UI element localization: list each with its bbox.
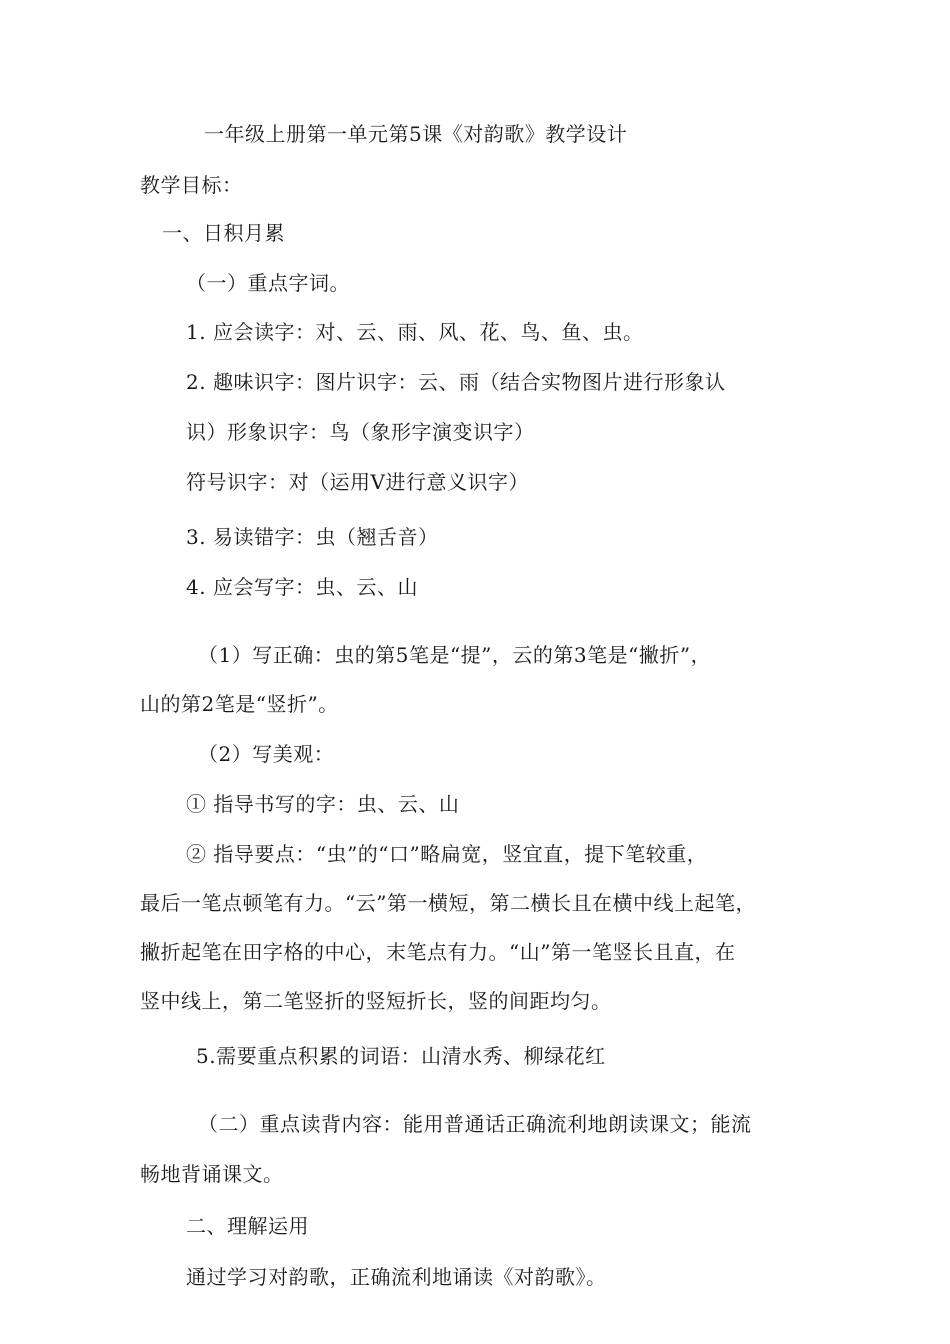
section-heading-objectives: 教学目标： xyxy=(140,173,243,197)
paragraph-write-correct-cont: 山的第2笔是“竖折”。 xyxy=(140,692,339,716)
point-2-cont-3: 竖中线上，第二笔竖折的竖短折长，竖的间距均匀。 xyxy=(140,989,612,1013)
paragraph-write-beautiful: （2）写美观： xyxy=(198,742,335,766)
list-item-4: 4. 应会写字：虫、云、山 xyxy=(186,575,418,599)
section-2-paragraph: 通过学习对韵歌，正确流利地诵读《对韵歌》。 xyxy=(186,1265,607,1289)
subsection-heading-1-1: （一）重点字词。 xyxy=(186,271,350,295)
list-item-2-symbol: 符号识字：对（运用Ⅴ进行意义识字） xyxy=(186,470,529,494)
point-1: ① 指导书写的字：虫、云、山 xyxy=(186,792,460,816)
point-2-cont-1: 最后一笔点顿笔有力。“云”第一横短，第二横长且在横中线上起笔， xyxy=(140,891,756,915)
point-2: ② 指导要点：“虫”的“口”略扁宽，竖宜直，提下笔较重， xyxy=(186,842,708,866)
section-heading-2: 二、理解运用 xyxy=(186,1214,309,1238)
list-item-1: 1. 应会读字：对、云、雨、风、花、鸟、鱼、虫。 xyxy=(186,320,644,344)
list-item-5: 5.需要重点积累的词语：山清水秀、柳绿花红 xyxy=(196,1044,606,1068)
subsection-heading-1-2-cont: 畅地背诵课文。 xyxy=(140,1162,284,1186)
list-item-2-cont: 识）形象识字：鸟（象形字演变识字） xyxy=(186,420,535,444)
list-item-3: 3. 易读错字：虫（翘舌音） xyxy=(186,525,439,549)
paragraph-write-correct: （1）写正确：虫的第5笔是“提”，云的第3笔是“撇折”， xyxy=(198,643,712,667)
section-heading-1: 一、日积月累 xyxy=(162,221,285,245)
point-2-cont-2: 撇折起笔在田字格的中心，末笔点有力。“山”第一笔竖长且直，在 xyxy=(140,940,736,964)
document-title: 一年级上册第一单元第5课《对韵歌》教学设计 xyxy=(204,122,628,146)
list-item-2: 2. 趣味识字：图片识字：云、雨（结合实物图片进行形象认 xyxy=(186,370,726,394)
subsection-heading-1-2: （二）重点读背内容：能用普通话正确流利地朗读课文；能流 xyxy=(198,1112,752,1136)
